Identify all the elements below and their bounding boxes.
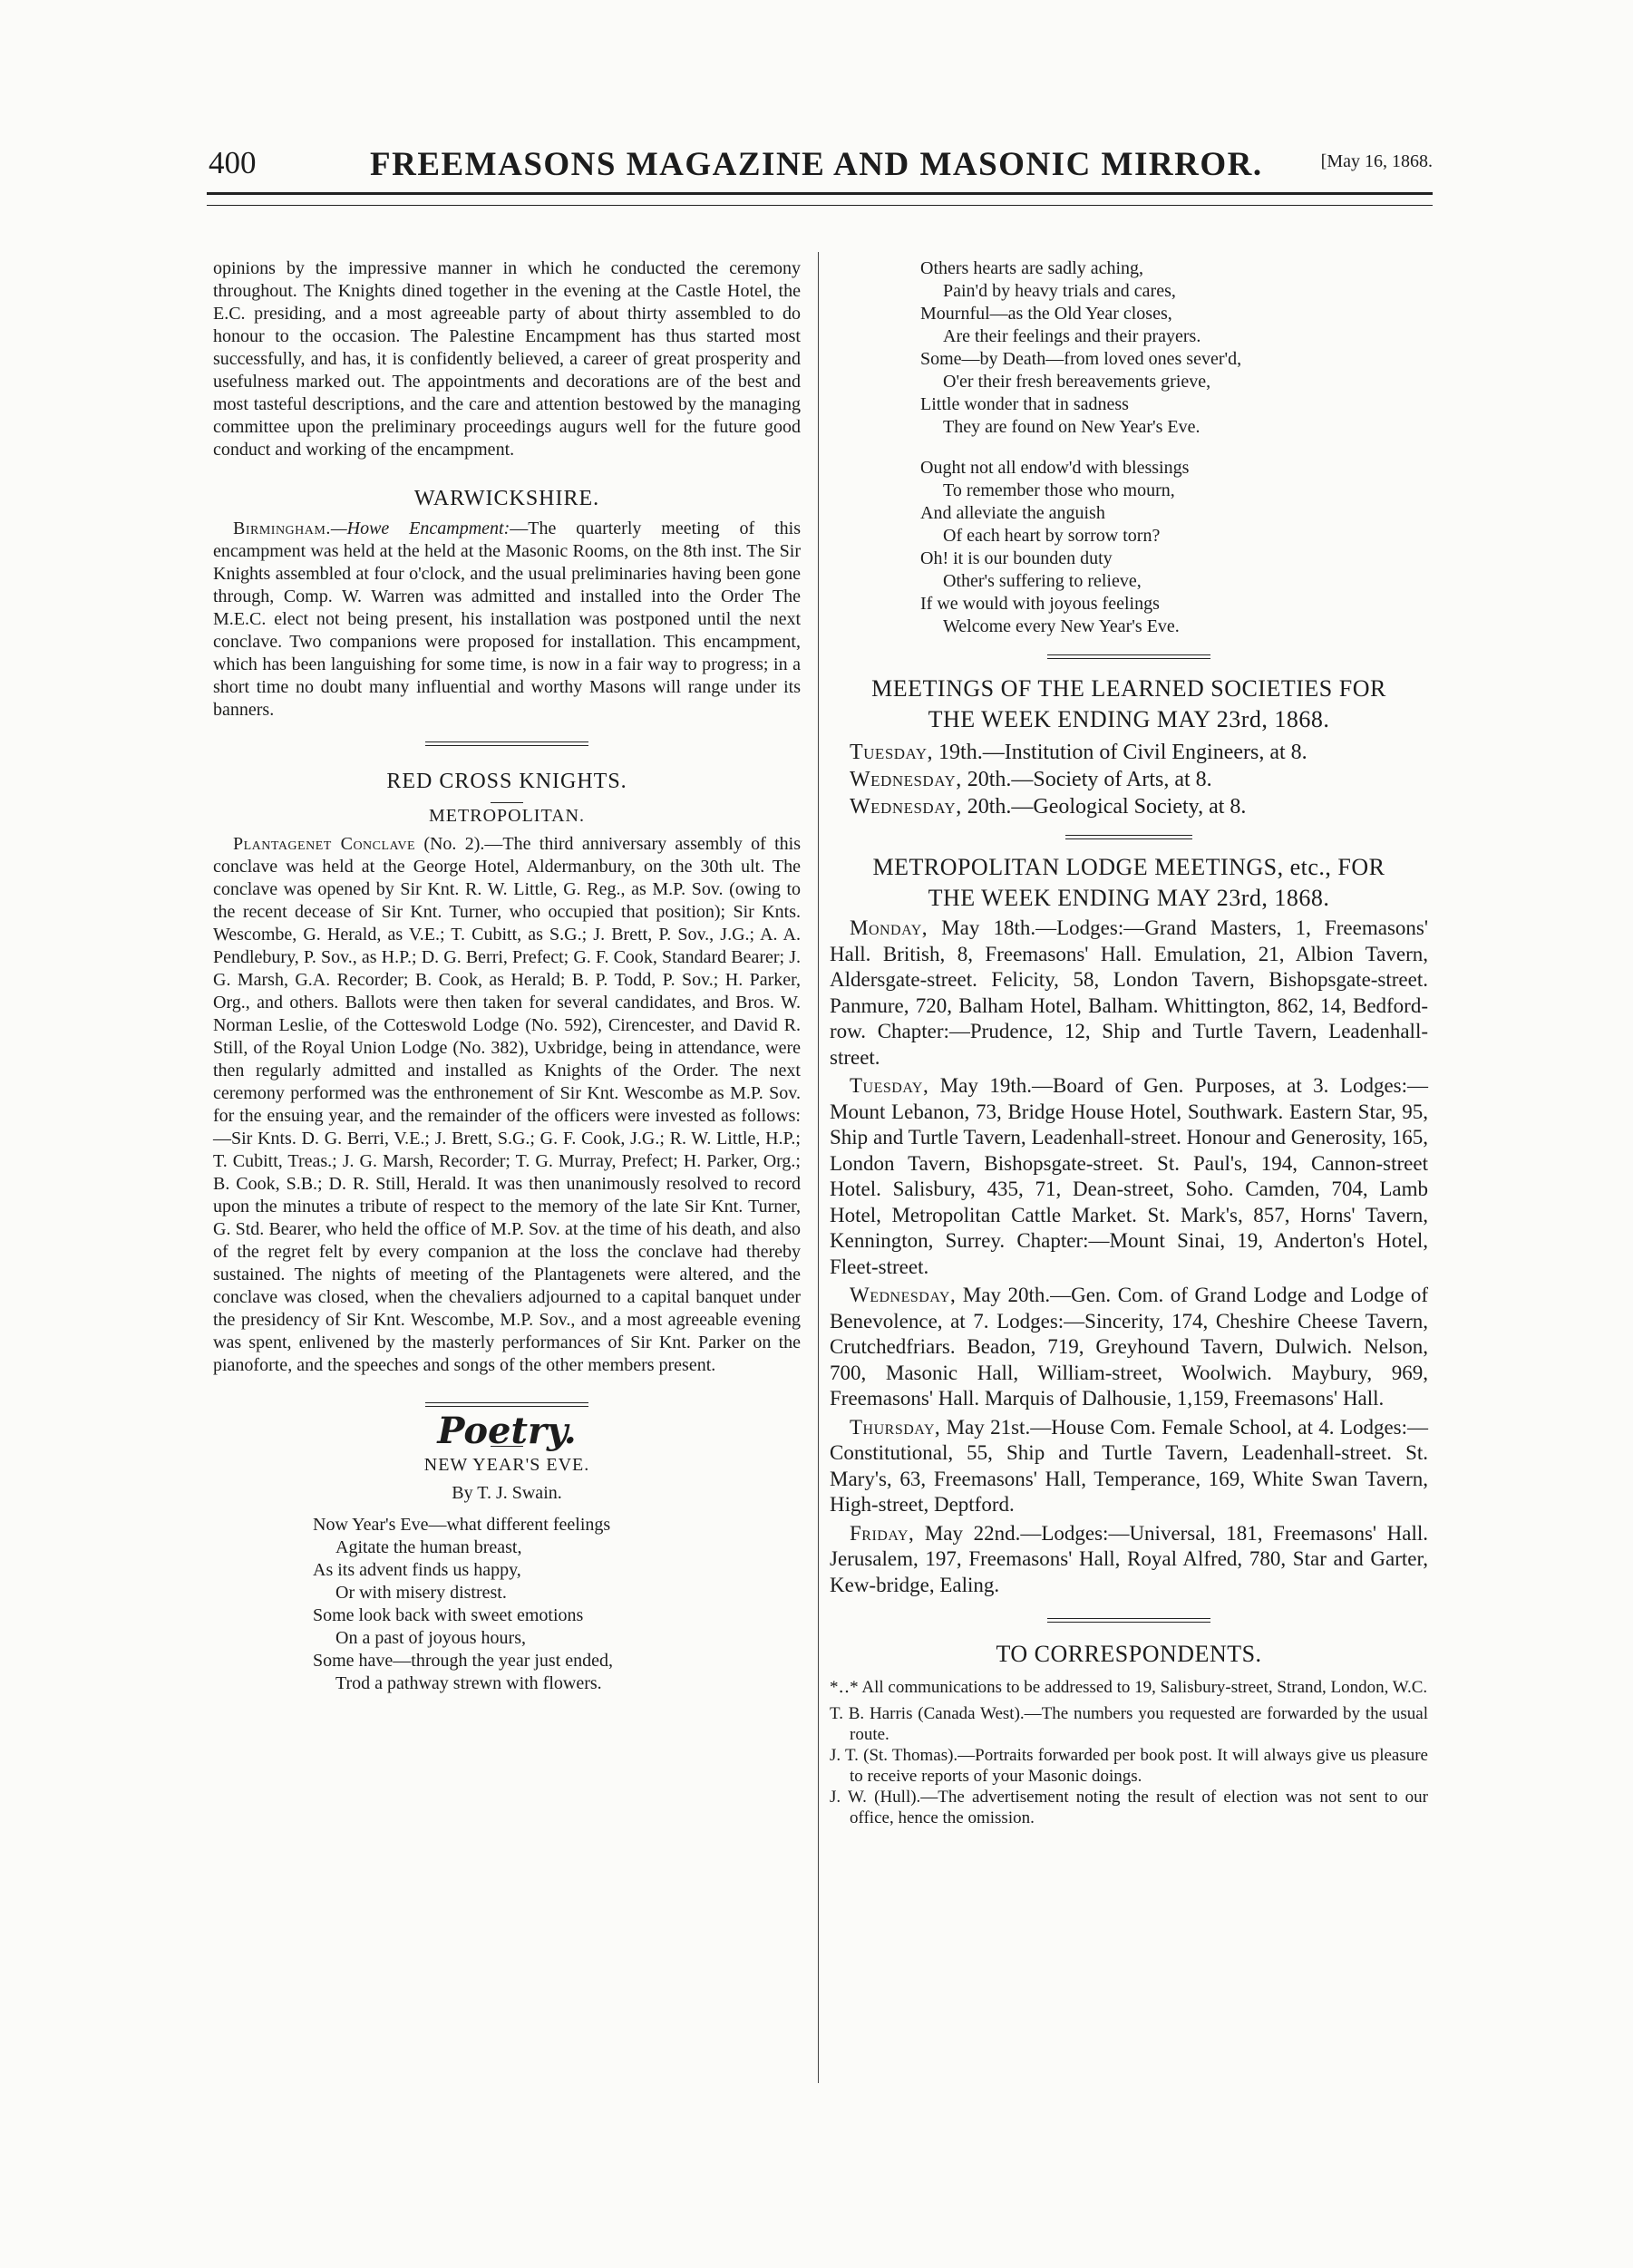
short-divider xyxy=(491,802,523,803)
verse-line: Others hearts are sadly aching, xyxy=(920,258,1144,278)
section-divider xyxy=(425,741,588,746)
intro-paragraph: opinions by the impressive manner in which he conducted the ceremony throughout. The Knights dined together in the evening at the Castle Hotel, the E.C. presiding, and a most agreeable party of about thirty assembled to do honour to the occasion. The Palestine Encampment has thus started most successfully, and has, it is confidently believed, a career of great prosperity and usefulness marked out. The appointments and decorations are of the best and most tasteful descriptions, and the care and attention bestowed by the managing committee upon the preliminary proceedings augurs well for the future good conduct and working of the encampment. xyxy=(213,258,801,460)
learned-societies-list xyxy=(830,739,1428,820)
warwickshire-paragraph xyxy=(213,518,801,722)
section-divider xyxy=(1047,1618,1210,1623)
learned-societies-heading: MEETINGS OF THE LEARNED SOCIETIES FOR xyxy=(871,675,1386,702)
stanza-1 xyxy=(213,1514,801,1695)
list-item: Friday, May 22nd.—Lodges:—Universal, 181, Freemasons' Hall. Jerusalem, 197, Freemasons' Hall, Royal Alfred, 780, Star and Garter, Kew-bridge, Ealing. xyxy=(830,1521,1428,1596)
list-item: Wednesday, 20th.—Society of Arts, at 8. xyxy=(850,768,1212,791)
list-item: J. W. (Hull).—The advertisement noting the result of election was not sent to our office, hence the omission. xyxy=(830,1788,1428,1827)
section-divider xyxy=(425,1402,588,1407)
warwickshire-encampment: —Howe Encampment: xyxy=(330,519,510,538)
section-divider xyxy=(1065,835,1192,839)
learned-societies-heading-line2: THE WEEK ENDING MAY 23rd, 1868. xyxy=(928,706,1330,732)
metropolitan-subheading: METROPOLITAN. xyxy=(429,806,585,826)
correspondents-list xyxy=(830,1677,1428,1828)
warwickshire-body: —The quarterly meeting of this encampment was held at the held at the Masonic Rooms, on the 8th inst. The Sir Knights assembled at four o'clock, and the usual preliminaries having been gone through, Comp. W. Warren was admitted and installed into the Order The M.E.C. elect not being present, his installation was postponed until the next conclave. Two companions were proposed for installation. This encampment, which has been languishing for some time, is now in a fair way to progress; in a short time no doubt many influential and worthy Masons will range under its banners. xyxy=(213,519,801,720)
verse-line: As its advent finds us happy, xyxy=(313,1560,521,1580)
right-column xyxy=(830,257,1428,1828)
list-item: Monday, May 18th.—Lodges:—Grand Masters, 1, Freemasons' Hall. British, 8, Freemasons' Hall. Emulation, 21, Albion Tavern, Aldersgate-street. Felicity, 58, London Tavern, Bishopsgate-street. Panmure, 720, Balham Hotel, Balham. Whittington, 862, 14, Bedford-row. Chapter:—Prudence, 12, Ship and Turtle Tavern, Leadenhall-street. xyxy=(830,916,1428,1069)
verse-line: Agitate the human breast, xyxy=(335,1537,522,1557)
verse-line: Trod a pathway strewn with flowers. xyxy=(335,1673,602,1693)
poetry-heading: Poetry. xyxy=(437,1410,577,1452)
verse-line: Ought not all endow'd with blessings xyxy=(920,458,1190,478)
list-item: Tuesday, May 19th.—Board of Gen. Purposes, at 3. Lodges:—Mount Lebanon, 73, Bridge House Hotel, Southwark. Eastern Star, 95, Ship and Turtle Tavern, Leadenhall-street. Honour and Generosity, 165, London Tavern, Bishopsgate-street. St. Paul's, 194, Cannon-street Hotel. Salisbury, 435, 71, Dean-street, Soho. Camden, 704, Lamb Hotel, Metropolitan Cattle Market. St. Mark's, 857, Horns' Tavern, Kennington, Surrey. Chapter:—Mount Sinai, 19, Anderton's Hotel, Fleet-street. xyxy=(830,1074,1428,1278)
warwickshire-lead: Birmingham. xyxy=(233,519,331,538)
lodge-meetings-heading-line2: THE WEEK ENDING MAY 23rd, 1868. xyxy=(928,885,1330,911)
verse-line: Other's suffering to relieve, xyxy=(943,571,1142,591)
poem-title: NEW YEAR'S EVE. xyxy=(423,1455,590,1475)
lodge-meetings-heading: METROPOLITAN LODGE MEETINGS, etc., FOR xyxy=(872,854,1385,880)
verse-line: If we would with joyous feelings xyxy=(920,594,1160,614)
warwickshire-heading: WARWICKSHIRE. xyxy=(413,487,600,510)
verse-line: Or with misery distrest. xyxy=(335,1583,507,1603)
list-item: Wednesday, May 20th.—Gen. Com. of Grand Lodge and Lodge of Benevolence, at 7. Lodges:—Sincerity, 174, Cheshire Cheese Tavern, Crutchedfriars. Beadon, 719, Greyhound Tavern, Dulwich. Nelson, 700, Masonic Hall, William-street, Woolwich. Maybury, 969, Freemasons' Hall. Marquis of Dalhousie, 1,159, Freemasons' Hall. xyxy=(830,1284,1428,1410)
verse-line: Some look back with sweet emotions xyxy=(313,1605,584,1625)
list-item: T. B. Harris (Canada West).—The numbers you requested are forwarded by the usual route. xyxy=(830,1704,1428,1744)
verse-line: Are their feelings and their prayers. xyxy=(943,326,1201,346)
verse-line: They are found on New Year's Eve. xyxy=(943,417,1200,437)
section-divider xyxy=(1047,654,1210,659)
verse-line: Welcome every New Year's Eve. xyxy=(943,616,1180,636)
magazine-title: FREEMASONS MAGAZINE AND MASONIC MIRROR. xyxy=(370,146,1263,183)
verse-line: And alleviate the anguish xyxy=(920,503,1105,523)
left-column xyxy=(213,257,801,1695)
poem-author: By T. J. Swain. xyxy=(452,1483,562,1503)
list-item: Tuesday, 19th.—Institution of Civil Engineers, at 8. xyxy=(850,741,1307,764)
header-rule-thin xyxy=(207,205,1433,206)
verse-line: Little wonder that in sadness xyxy=(920,394,1129,414)
list-item: *‥* All communications to be addressed to 19, Salisbury-street, Strand, London, W.C. xyxy=(830,1678,1428,1697)
stanza-2 xyxy=(830,257,1428,439)
verse-line: Some—by Death—from loved ones sever'd, xyxy=(920,349,1242,369)
red-cross-paragraph xyxy=(213,833,801,1377)
verse-line: On a past of joyous hours, xyxy=(335,1628,526,1648)
red-cross-heading: RED CROSS KNIGHTS. xyxy=(386,770,627,793)
page-header xyxy=(209,145,1433,181)
column-rule xyxy=(818,252,819,2083)
header-rule xyxy=(207,192,1433,195)
page-number: 400 xyxy=(209,145,257,180)
lodge-meetings-list xyxy=(830,916,1428,1598)
issue-date: [May 16, 1868. xyxy=(1320,151,1433,171)
verse-line: O'er their fresh bereavements grieve, xyxy=(943,372,1211,392)
red-cross-lead: Plantagenet Conclave xyxy=(233,834,416,854)
verse-line: Mournful—as the Old Year closes, xyxy=(920,304,1172,324)
verse-line: Pain'd by heavy trials and cares, xyxy=(943,281,1176,301)
verse-line: Of each heart by sorrow torn? xyxy=(943,526,1161,546)
verse-line: Oh! it is our bounden duty xyxy=(920,548,1113,568)
verse-line: To remember those who mourn, xyxy=(943,480,1175,500)
verse-line: Now Year's Eve—what different feelings xyxy=(313,1515,611,1535)
red-cross-body: (No. 2).—The third anniversary assembly of this conclave was held at the George Hotel, Aldermanbury, on the 30th ult. The conclave was opened by Sir Knt. R. W. Little, G. Reg., as M.P. Sov. (owing to the recent decease of Sir Knt. Turner, who occupied that position); Sir Knts. Wescombe, G. Herald, as V.E.; T. Cubitt, as S.G.; J. Brett, P. Sov., J.G.; A. A. Pendlebury, P. Sov., as H.P.; D. G. Berri, Prefect; G. F. Cook, Standard Bearer; J. G. Marsh, G.A. Recorder; B. Cook, as Herald; B. P. Todd, P. Sov.; H. Parker, Org., and others. Ballots were then taken for several candidates, and Bros. W. Norman Leslie, of the Cotteswold Lodge (No. 592), Cirencester, and David R. Still, of the Royal Union Lodge (No. 382), Uxbridge, being in attendance, were then regularly admitted and installed as Knights of the Order. The next ceremony performed was the enthronement of Sir Knt. Wescombe as M.P. Sov. for the ensuing year, and the remainder of the officers were invested as follows:—Sir Knts. D. G. Berri, V.E.; J. Brett, S.G.; G. F. Cook, J.G.; R. W. Little, H.P.; T. Cubitt, Treas.; J. G. Marsh, Recorder; T. G. Murray, Prefect; H. Parker, Org.; B. Cook, S.B.; D. R. Still, Herald. It was then unanimously resolved to record upon the minutes a tribute of respect to the memory of the late Sir Knt. Turner, G. Std. Bearer, who held the office of M.P. Sov. at the time of his death, and also of the regret felt by every companion at the loss the conclave had thereby sustained. The nights of meeting of the Plantagenets were altered, and the conclave was closed, when the chevaliers adjourned to a capital banquet under the presidency of Sir Knt. Wescombe, M.P. Sov., and a most agreeable evening was spent, enlivened by the masterly performances of Sir Knt. Parker on the pianoforte, and the speeches and songs of the other members present. xyxy=(213,834,801,1375)
list-item: Wednesday, 20th.—Geological Society, at 8. xyxy=(850,795,1247,819)
list-item: Thursday, May 21st.—House Com. Female School, at 4. Lodges:—Constitutional, 55, Ship and Turtle Tavern, Leadenhall-street. St. Mary's, 63, Freemasons' Hall, Temperance, 169, White Swan Tavern, High-street, Deptford. xyxy=(830,1415,1428,1516)
verse-line: Some have—through the year just ended, xyxy=(313,1651,614,1671)
stanza-3 xyxy=(830,457,1428,638)
list-item: J. T. (St. Thomas).—Portraits forwarded per book post. It will always give us pleasure to receive reports of your Masonic doings. xyxy=(830,1746,1428,1786)
correspondents-heading: TO CORRESPONDENTS. xyxy=(996,1641,1262,1667)
